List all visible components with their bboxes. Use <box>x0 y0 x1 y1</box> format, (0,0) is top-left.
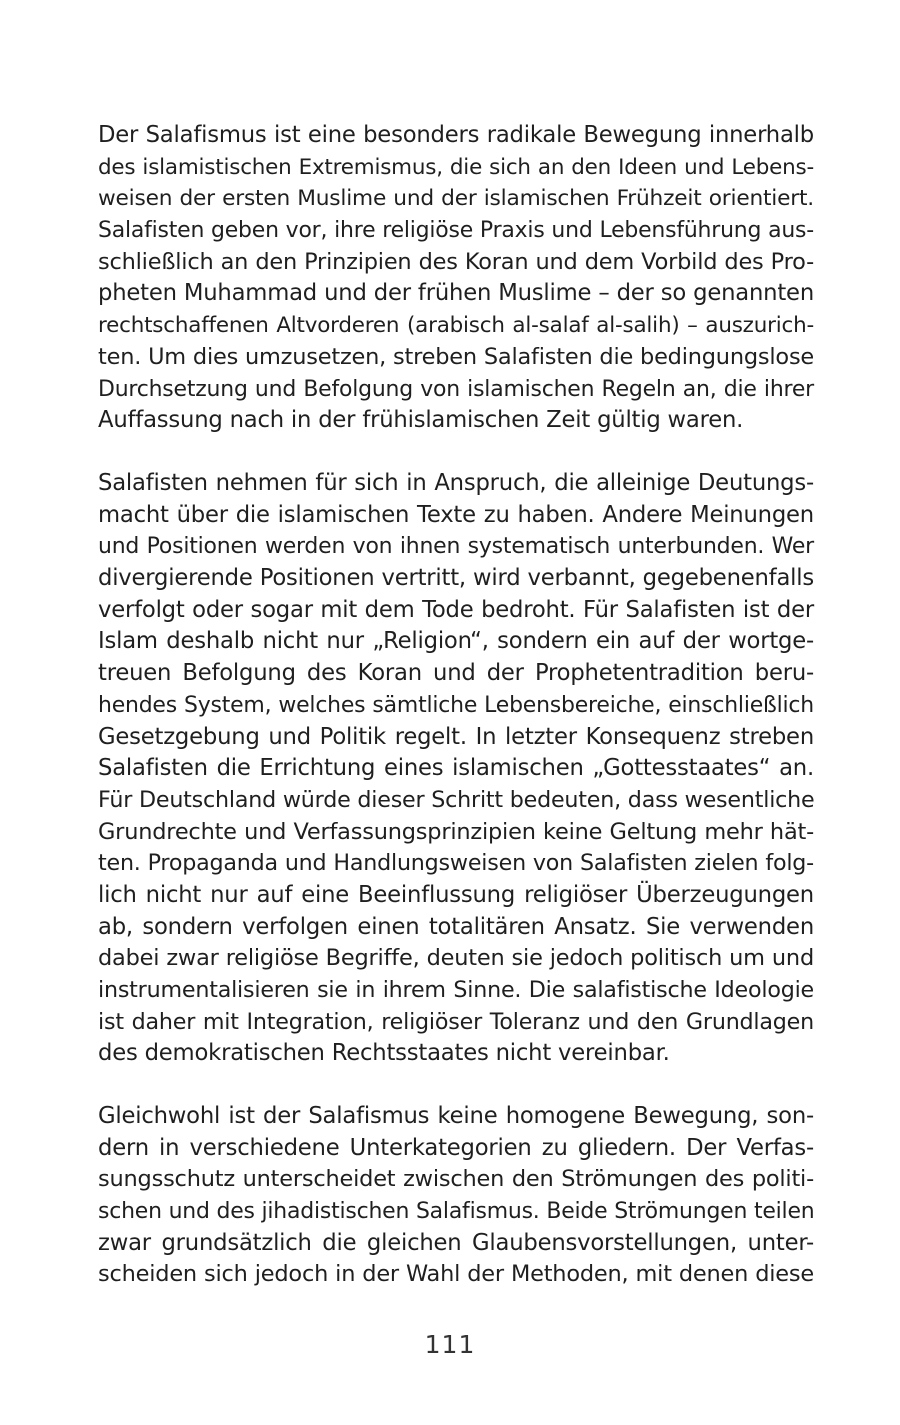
text-line: lich nicht nur auf eine Beeinflussung religiöser Überzeugungen <box>98 881 814 908</box>
text-line: schen und des jihadistischen Salafismus. Beide Strömungen teilen <box>98 1199 815 1225</box>
text-line: schließlich an den Prinzipien des Koran und dem Vorbild des Pro- <box>98 248 814 275</box>
text-line: instrumentalisieren sie in ihrem Sinne. Die salafistische Ideologie <box>98 977 814 1003</box>
paragraph-1 <box>98 120 814 437</box>
text-line: Durchsetzung und Befolgung von islamischen Regeln an, die ihrer <box>98 376 814 402</box>
text-line: pheten Muhammad und der frühen Muslime – der so genannten <box>98 280 814 307</box>
text-line: ten. Um dies umzusetzen, streben Salafisten die bedingungslose <box>98 343 815 370</box>
text-line: rechtschaffenen Altvorderen (arabisch al-salaf al-salih) – auszurich- <box>98 313 814 339</box>
text-line: macht über die islamischen Texte zu haben. Andere Meinungen <box>98 501 814 528</box>
text-line: des demokratischen Rechtsstaates nicht vereinbar. <box>98 1040 670 1067</box>
text-line: und Positionen werden von ihnen systematisch unterbunden. Wer <box>98 534 814 560</box>
text-line: dabei zwar religiöse Begriffe, deuten sie jedoch politisch um und <box>98 945 814 972</box>
text-line: des islamistischen Extremismus, die sich an den Ideen und Lebens- <box>98 154 814 180</box>
page-number: 111 <box>424 1330 476 1359</box>
text-line: weisen der ersten Muslime und der islamischen Frühzeit orientiert. <box>98 186 814 212</box>
text-line: treuen Befolgung des Koran und der Prophetentradition beru- <box>98 660 814 687</box>
text-line: Der Salafismus ist eine besonders radikale Bewegung innerhalb <box>98 122 814 148</box>
text-line: ist daher mit Integration, religiöser Toleranz und den Grundlagen <box>98 1008 814 1035</box>
text-line: Islam deshalb nicht nur „Religion“, sondern ein auf der wortge- <box>98 628 814 655</box>
text-line: sungsschutz unterscheidet zwischen den Strömungen des politi- <box>98 1166 814 1193</box>
text-line: Grundrechte und Verfassungsprinzipien keine Geltung mehr hät- <box>98 818 814 845</box>
paragraph-3 <box>98 1101 814 1291</box>
text-line: ab, sondern verfolgen einen totalitären Ansatz. Sie verwenden <box>98 913 814 940</box>
paragraph-2 <box>98 468 814 1070</box>
text-line: Gesetzgebung und Politik regelt. In letzter Konsequenz streben <box>98 723 814 750</box>
text-line: ten. Propaganda und Handlungsweisen von Salafisten zielen folg- <box>98 850 814 877</box>
text-line: Salafisten geben vor, ihre religiöse Praxis und Lebensführung aus- <box>98 218 814 244</box>
text-line: Für Deutschland würde dieser Schritt bedeuten, dass wesentliche <box>98 786 815 813</box>
text-line: scheiden sich jedoch in der Wahl der Methoden, mit denen diese <box>98 1261 814 1288</box>
text-line: Salafisten nehmen für sich in Anspruch, die alleinige Deutungs- <box>98 470 814 496</box>
text-line: Auffassung nach in der frühislamischen Zeit gültig waren. <box>98 407 744 434</box>
text-line: divergierende Positionen vertritt, wird verbannt, gegebenenfalls <box>98 565 814 592</box>
text-line: zwar grundsätzlich die gleichen Glaubensvorstellungen, unter- <box>98 1229 814 1256</box>
text-line: Salafisten die Errichtung eines islamischen „Gottesstaates“ an. <box>98 755 814 782</box>
text-line: hendes System, welches sämtliche Lebensbereiche, einschließlich <box>98 692 814 718</box>
text-line: Gleichwohl ist der Salafismus keine homogene Bewegung, son- <box>98 1103 814 1129</box>
text-line: dern in verschiedene Unterkategorien zu gliedern. Der Verfas- <box>98 1134 814 1161</box>
text-line: verfolgt oder sogar mit dem Tode bedroht. Für Salafisten ist der <box>98 596 814 623</box>
